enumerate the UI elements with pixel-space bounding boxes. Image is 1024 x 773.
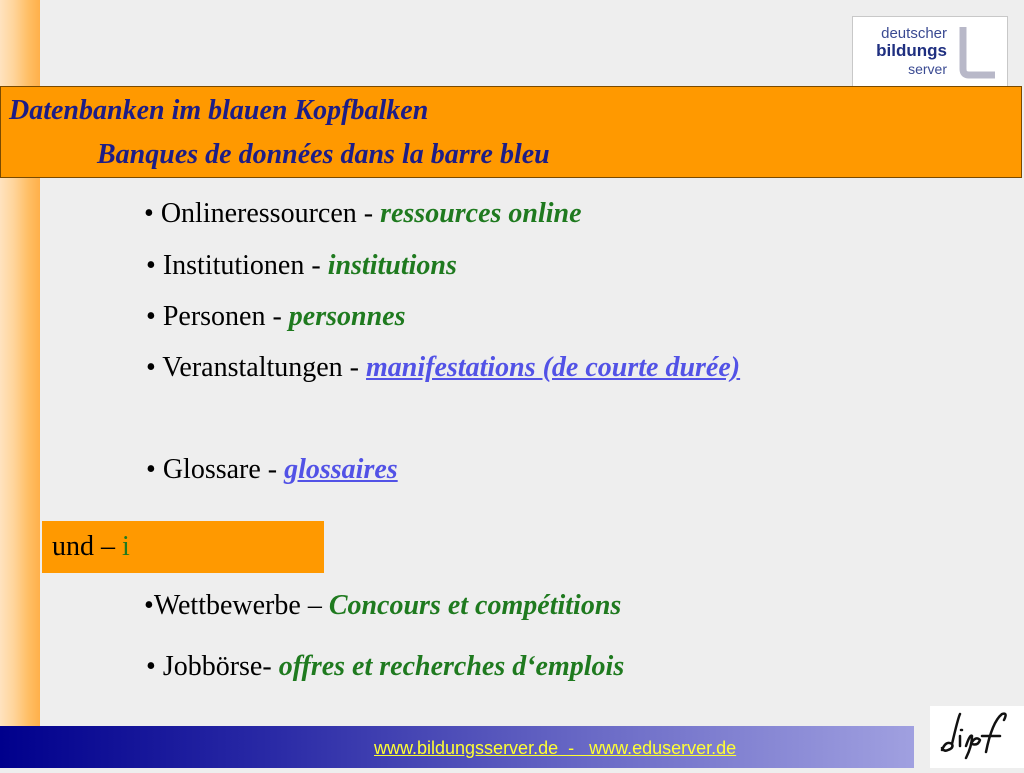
item-label-fr: institutions [327, 250, 457, 281]
list-item-onlineressourcen [144, 198, 582, 230]
footer-bar [0, 726, 914, 768]
item-label-fr: ressources online [380, 198, 582, 229]
list-item-institutionen [146, 250, 457, 282]
item-label-de: Veranstaltungen - [162, 352, 367, 383]
bullet: • [146, 250, 163, 281]
manifestations-link[interactable]: manifestations (de courte durée) [366, 352, 741, 383]
bildungsserver-logo [852, 16, 1008, 88]
item-label-fr: offres et recherches d‘emplois [278, 651, 625, 682]
item-label-de: Personen - [162, 301, 289, 332]
footer-links[interactable]: www.bildungsserver.de - www.eduserver.de [374, 738, 737, 758]
bullet: • [146, 352, 163, 383]
bullet: • [146, 454, 163, 485]
item-label-de: Wettbewerbe – [153, 590, 329, 621]
list-item-glossare [146, 454, 398, 486]
logo-line-3: server [908, 61, 947, 77]
logo-line-2: bildungs [876, 41, 947, 60]
bullet: • [144, 198, 161, 229]
dipf-signature-icon [930, 706, 1024, 768]
bullet: • [146, 651, 163, 682]
und-banner [42, 521, 324, 573]
item-label-fr: Concours et compétitions [328, 590, 622, 621]
bullet: • [144, 590, 154, 621]
glossaires-link[interactable]: glossaires [284, 454, 398, 485]
header-banner [0, 86, 1022, 178]
item-label-de: Glossare - [162, 454, 285, 485]
und-text: und – [52, 531, 122, 562]
item-label-de: Jobbörse- [162, 651, 279, 682]
item-label-de: Institutionen - [162, 250, 328, 281]
item-label-de: Onlineressourcen - [160, 198, 381, 229]
logo-line-1: deutscher [881, 25, 947, 42]
header-title-de: Datenbanken im blauen Kopfbalken [9, 95, 429, 126]
list-item-jobboerse [146, 651, 624, 683]
dipf-logo [930, 706, 1024, 768]
und-i-text: i [122, 531, 130, 562]
logo-l-mark-icon [957, 25, 997, 79]
item-label-fr: personnes [288, 301, 406, 332]
list-item-veranstaltungen [146, 352, 740, 384]
list-item-wettbewerbe [144, 590, 621, 622]
header-title-fr: Banques de données dans la barre bleu [97, 139, 550, 170]
und-label [52, 531, 130, 563]
list-item-personen [146, 301, 406, 333]
bullet: • [146, 301, 163, 332]
